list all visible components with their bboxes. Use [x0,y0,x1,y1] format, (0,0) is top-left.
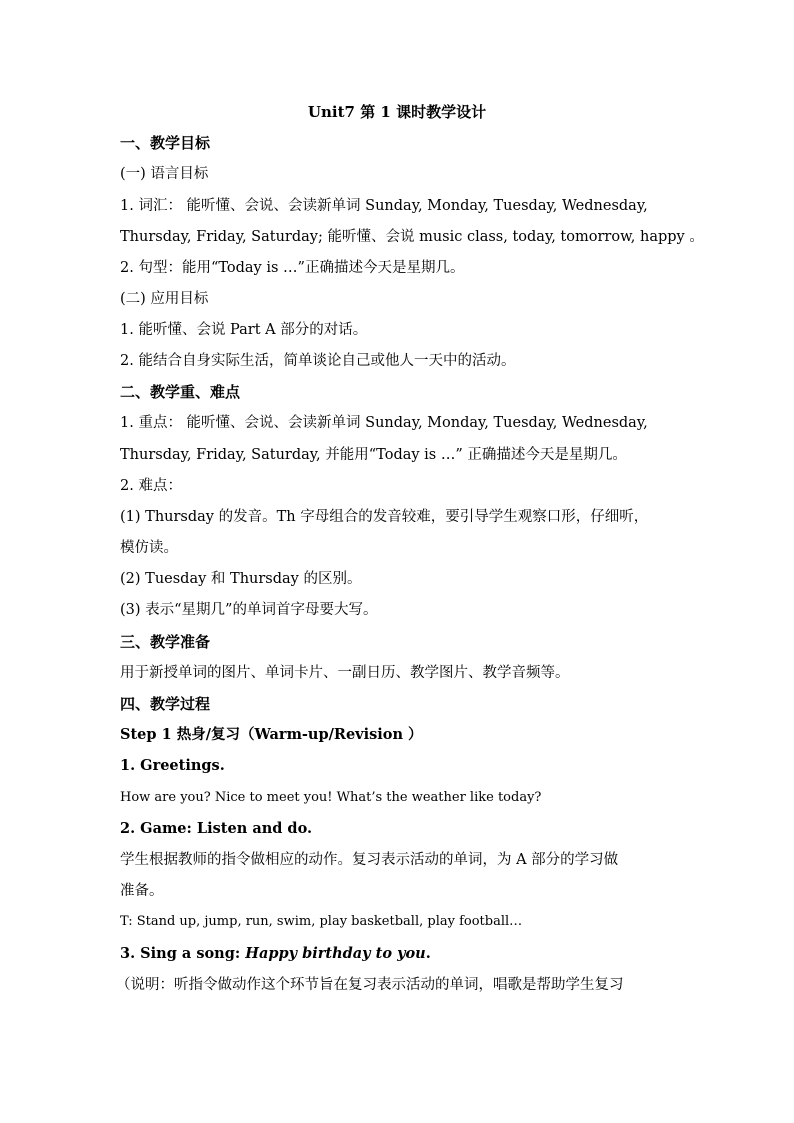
greetings-text: How are you? Nice to meet you! What’s the weather like today? [120,790,542,805]
document-title: Unit7 第 1 课时教学设计 [307,103,487,121]
game-title: 2. Game: Listen and do. [120,820,313,837]
application-goal-2: 2. 能结合自身实际生活，简单谈论自己或他人一天中的活动。 [120,353,516,369]
vocab-line-2: Thursday, Friday, Saturday; 能听懂、会说 music class, today, tomorrow, happy 。 [120,229,704,245]
song-prefix: 3. Sing a song: [120,945,246,962]
section-heading-preparation: 三、教学准备 [120,633,211,651]
explanation-note: （说明：听指令做动作这个环节旨在复习表示活动的单词，唱歌是帮助学生复习 [116,977,624,993]
song-suffix: . [425,945,431,962]
sentence-pattern-line: 2. 句型：能用“Today is …”正确描述今天是星期几。 [120,260,465,276]
step-1-heading: Step 1 热身/复习（Warm-up/Revision ） [120,726,423,743]
difficulty-label: 2. 难点： [120,478,182,494]
game-description-line-2: 准备。 [120,883,164,899]
difficulty-1-line-1: (1) Thursday 的发音。Th 字母组合的发音较难，要引导学生观察口形，仔细听， [120,509,649,525]
difficulty-1-line-2: 模仿读。 [120,540,178,556]
vocab-line-1: 1. 词汇： 能听懂、会说、会读新单词 Sunday, Monday, Tuesday, Wednesday, [120,198,648,214]
key-point-line-1: 1. 重点： 能听懂、会说、会读新单词 Sunday, Monday, Tuesday, Wednesday, [120,415,648,431]
song-name: Happy birthday to you [245,945,426,962]
application-goal-1: 1. 能听懂、会说 Part A 部分的对话。 [120,322,368,338]
greetings-title: 1. Greetings. [120,757,225,774]
difficulty-2: (2) Tuesday 和 Thursday 的区别。 [120,571,362,587]
difficulty-3: (3) 表示“星期几”的单词首字母要大写。 [120,602,378,618]
subheading-application-goals: (二) 应用目标 [120,291,209,307]
key-point-line-2: Thursday, Friday, Saturday, 并能用“Today is …” 正确描述今天是星期几。 [120,447,627,463]
section-heading-key-points: 二、教学重、难点 [120,383,241,401]
game-teacher-line: T: Stand up, jump, run, swim, play basketball, play football… [120,914,523,929]
song-title [120,944,680,964]
preparation-text: 用于新授单词的图片、单词卡片、一副日历、教学图片、教学音频等。 [120,665,570,681]
game-description-line-1: 学生根据教师的指令做相应的动作。复习表示活动的单词，为 A 部分的学习做 [120,852,619,868]
subheading-language-goals: (一) 语言目标 [120,166,209,182]
section-heading-objectives: 一、教学目标 [120,134,211,152]
section-heading-process: 四、教学过程 [120,695,211,713]
